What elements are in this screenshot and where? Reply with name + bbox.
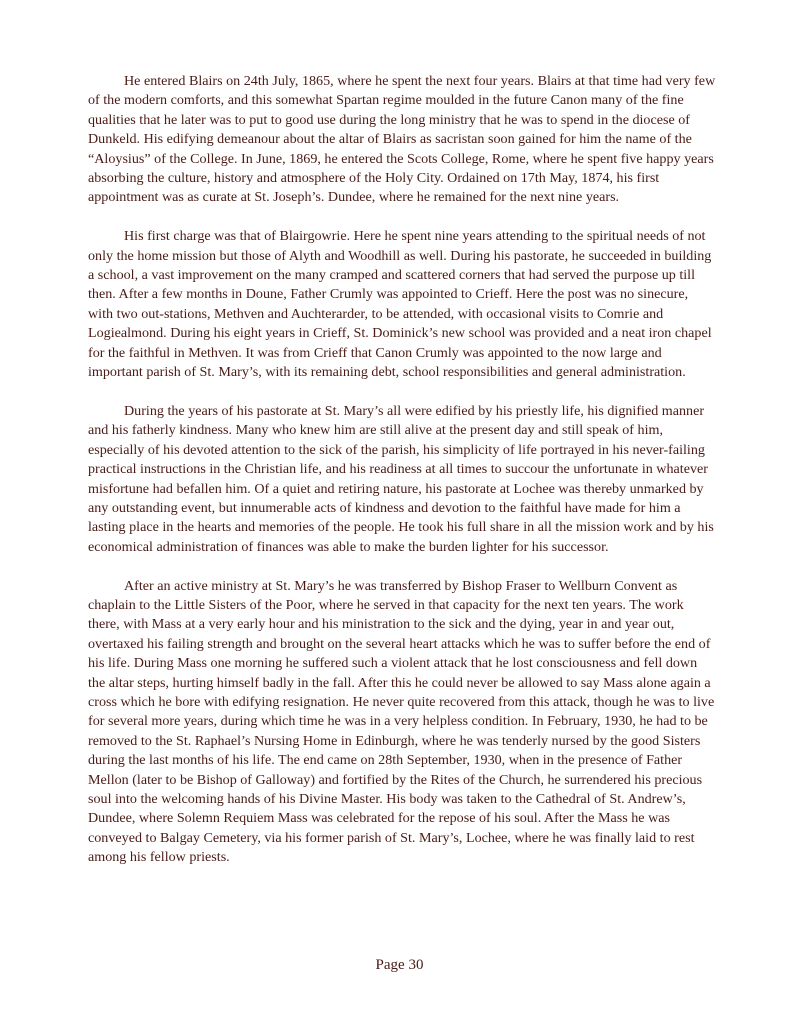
paragraph-blairgowrie: His first charge was that of Blairgowrie. Here he spent nine years attending to the spiritual needs of not only the home mission but those of Alyth and Woodhill as well. During his pastorate, he succeeded in building a school, a vast improvement on the many cramped and scattered corners that had served the purpose up till then. After a few months in Doune, Father Crumly was appointed to Crieff. Here the post was no sinecure, with two out-stations, Methven and Auchterarder, to be attended, with occasional visits to Comrie and Logiealmond. During his eight years in Crieff, St. Dominick’s new school was provided and a neat iron chapel for the faithful in Methven. It was from Crieff that Canon Crumly was appointed to the now large and important parish of St. Mary’s, with its remaining debt, school responsibilities and general administration.: [88, 228, 712, 381]
body-text: [88, 72, 716, 868]
paragraph-st-marys: During the years of his pastorate at St. Mary’s all were edified by his priestly life, his dignified manner and his fatherly kindness. Many who knew him are still alive at the present day and still speak of him, especially of his devoted attention to the sick of the parish, his simplicity of life portrayed in his never-failing practical instructions in the Christian life, and his readiness at all times to succour the unfortunate in whatever misfortune had befallen him. Of a quiet and retiring nature, his pastorate at Lochee was thereby unmarked by any outstanding event, but innumerable acts of kindness and devotion to the faithful have made for him a lasting place in the hearts and memories of the people. He took his full share in all the mission work and by his economical administration of finances was able to make the burden lighter for his successor.: [88, 402, 714, 555]
paragraph-blairs: He entered Blairs on 24th July, 1865, where he spent the next four years. Blairs at that time had very few of the modern comforts, and this somewhat Spartan regime moulded in the future Canon many of the fine qualities that he later was to put to good use during the long ministry that he was to spend in the diocese of Dunkeld. His edifying demeanour about the altar of Blairs as sacristan soon gained for him the name of the “Aloysius” of the College. In June, 1869, he entered the Scots College, Rome, where he spent five happy years absorbing the culture, history and atmosphere of the Holy City. Ordained on 17th May, 1874, his first appointment was as curate at St. Joseph’s. Dundee, where he remained for the next nine years.: [88, 73, 716, 206]
page-number: Page 30: [375, 957, 424, 973]
paragraph-wellburn: After an active ministry at St. Mary’s he was transferred by Bishop Fraser to Wellburn Convent as chaplain to the Little Sisters of the Poor, where he served in that capacity for the next ten years. The work there, with Mass at a very early hour and his ministration to the sick and the dying, year in and year out, overtaxed his failing strength and brought on the several heart attacks which he was to suffer before the end of his life. During Mass one morning he suffered such a violent attack that he lost consciousness and fell down the altar steps, hurting himself badly in the fall. After this he could never be allowed to say Mass alone again a cross which he bore with edifying resignation. He never quite recovered from this attack, though he was to live for several more years, during which time he was in a very helpless condition. In February, 1930, he had to be removed to the St. Raphael’s Nursing Home in Edinburgh, where he was tenderly nursed by the good Sisters during the last months of his life. The end came on 28th September, 1930, when in the presence of Father Mellon (later to be Bishop of Galloway) and fortified by the Rites of the Church, he surrendered his precious soul into the welcoming hands of his Divine Master. His body was taken to the Cathedral of St. Andrew’s, Dundee, where Solemn Requiem Mass was celebrated for the repose of his soul. After the Mass he was conveyed to Balgay Cemetery, via his former parish of St. Mary’s, Lochee, where he was finally laid to rest among his fellow priests.: [88, 577, 715, 866]
